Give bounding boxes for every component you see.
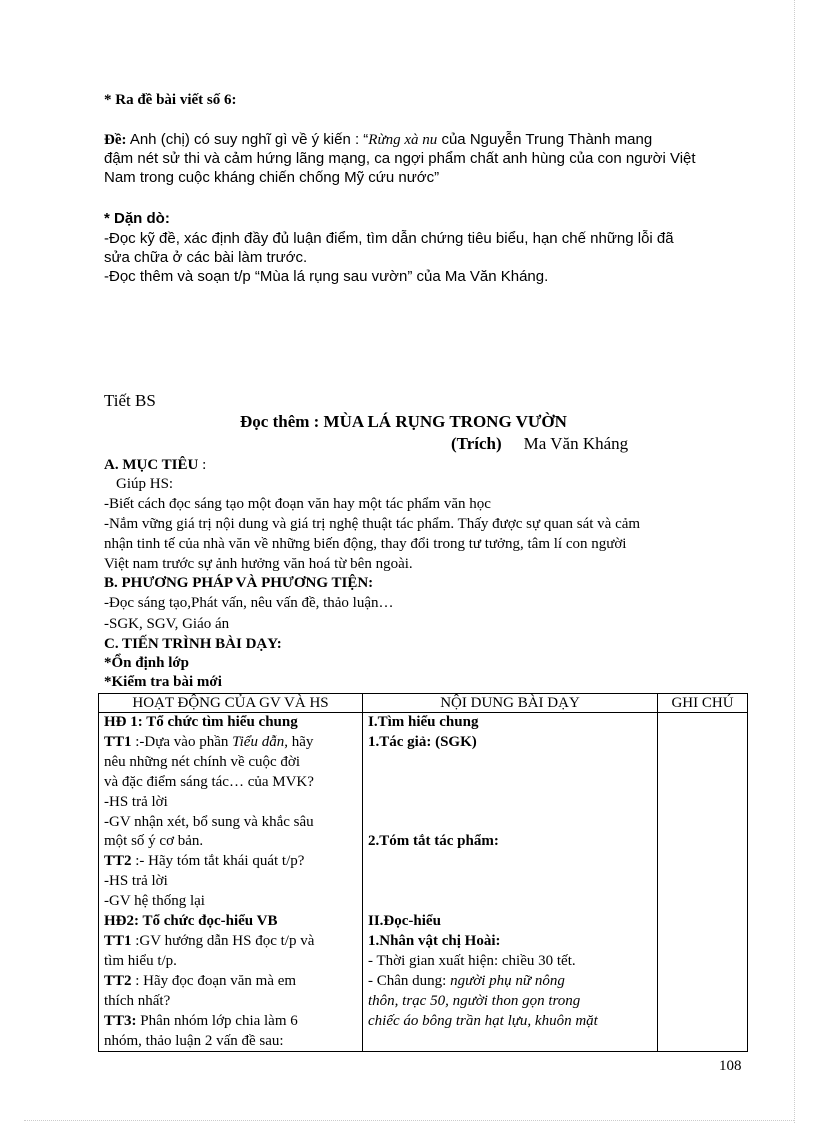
header-content: NỘI DUNG BÀI DẠY [363,694,658,713]
process-line-2: *Kiểm tra bài mới [104,674,222,690]
content-line-3: thôn, trạc 50, người thon gọn trong [368,992,581,1009]
header-notes: GHI CHÚ [658,694,748,713]
tt1b-label: TT1 [104,932,132,949]
objective-line-4: nhận tinh tế của nhà văn về những biến động, thay đổi trong tư tưởng, tâm lí con người [104,536,627,552]
content-line-4: chiếc áo bông trần hạt lựu, khuôn mặt [368,1012,598,1029]
homework-heading: * Dặn dò: [104,210,170,227]
tt2b-text: : Hãy đọc đoạn văn mà em [131,972,297,989]
lesson-plan-table [98,693,748,1052]
section-b-heading: B. PHƯƠNG PHÁP VÀ PHƯƠNG TIỆN: [104,575,374,591]
essay-prompt [104,130,764,187]
tt1-text-b: , hãy [284,733,314,750]
tt3-line-2: nhóm, thảo luận 2 vấn đề sau: [104,1032,284,1049]
tt2-line-3: -GV hệ thống lại [104,893,205,910]
content-cell [363,713,658,1052]
homework-body [104,229,748,286]
content-section-2: II.Đọc-hiểu [368,913,441,929]
objective-line-5: Việt nam trước sự ảnh hưởng văn hoá từ bên ngoài. [104,556,413,572]
content-author: 1.Tác giả: (SGK) [368,733,477,750]
content-section-1: I.Tìm hiểu chung [368,714,479,730]
tt1-line-3: và đặc điểm sáng tác… của MVK? [104,773,314,790]
page-border-right [794,0,795,1123]
tt2b-label: TT2 [104,972,132,989]
section-c-heading: C. TIẾN TRÌNH BÀI DẠY: [104,636,282,652]
prompt-line-3: Nam trong cuộc kháng chiến chống Mỹ cứu nước” [104,169,440,186]
content-summary: 2.Tóm tắt tác phẩm: [368,833,499,850]
tt1-italic: Tiểu dẫn [232,733,285,750]
page-border-bottom [24,1120,794,1121]
content-line-1: - Thời gian xuất hiện: chiều 30 tết. [368,952,576,969]
activities-cell [99,713,363,1052]
section-a-colon: : [198,457,207,473]
content-line-2a: - Chân dung: [368,972,451,989]
method-line-1: -Đọc sáng tạo,Phát vấn, nêu vấn đề, thảo luận… [104,595,394,611]
homework-line-3: -Đọc thêm và soạn t/p “Mùa lá rụng sau vườn” của Ma Văn Kháng. [104,268,549,285]
objective-line-2: -Biết cách đọc sáng tạo một đoạn văn hay một tác phẩm văn học [104,496,491,512]
tt2-text: :- Hãy tóm tắt khái quát t/p? [131,853,305,870]
assignment-heading: * Ra đề bài viết số 6: [104,92,237,108]
tt2-label: TT2 [104,853,132,870]
activity-hd1: HĐ 1: Tổ chức tìm hiểu chung [104,714,298,730]
content-line-2b: người phụ nữ nông [450,972,565,989]
tt1-line-2: nêu những nét chính về cuộc đời [104,753,301,770]
tt1-line-6: một số ý cơ bản. [104,833,204,850]
excerpt-label: (Trích) [451,434,502,453]
process-line-1: *Ổn định lớp [104,655,190,671]
prompt-line-2: đậm nét sử thi và cảm hứng lãng mạng, ca ngợi phẩm chất anh hùng của con người Việt [104,150,696,167]
tt2-line-2: -HS trả lời [104,873,168,890]
table-row [99,713,748,1052]
tt3-text: Phân nhóm lớp chia làm 6 [136,1012,298,1029]
lesson-period: Tiết BS [104,391,156,410]
notes-cell [658,713,748,1052]
header-activities: HOẠT ĐỘNG CỦA GV VÀ HS [99,694,363,713]
lesson-subtitle [451,434,628,454]
homework-line-1: -Đọc kỹ đề, xác định đầy đủ luận điểm, tìm dẫn chứng tiêu biểu, hạn chế những lỗi đã [104,230,674,247]
tt1-label: TT1 [104,733,132,750]
method-line-2: -SGK, SGV, Giáo án [104,616,230,632]
objective-line-3: -Nắm vững giá trị nội dung và giá trị nghệ thuật tác phẩm. Thấy được sự quan sát và cảm [104,516,641,532]
prompt-line-1a: Anh (chị) có suy nghĩ gì về ý kiến : “ [126,131,369,148]
tt1-text-a: :-Dựa vào phần [131,733,233,750]
prompt-work-title: Rừng xà nu [368,132,438,148]
tt1-line-5: -GV nhận xét, bổ sung và khắc sâu [104,813,314,830]
section-a-heading: A. MỤC TIÊU [104,457,199,473]
lesson-author: Ma Văn Kháng [523,434,629,453]
tt1b-line-2: tìm hiểu t/p. [104,952,177,969]
prompt-line-1b: của Nguyễn Trung Thành mang [437,131,653,148]
tt1b-text: :GV hướng dẫn HS đọc t/p và [131,932,315,949]
tt3-label: TT3: [104,1012,137,1029]
lesson-title: Đọc thêm : MÙA LÁ RỤNG TRONG VƯỜN [240,412,567,431]
prompt-label: Đề: [104,132,127,148]
content-character: 1.Nhân vật chị Hoài: [368,932,501,949]
table-header-row [99,694,748,713]
objective-line-1: Giúp HS: [116,476,174,492]
page-number: 108 [719,1058,742,1074]
tt2b-line-2: thích nhất? [104,992,171,1009]
activity-hd2: HĐ2: Tổ chức đọc-hiểu VB [104,913,278,930]
homework-line-2: sửa chữa ở các bài làm trước. [104,249,308,266]
tt1-line-4: -HS trả lời [104,793,168,810]
lesson-objectives [104,456,750,692]
